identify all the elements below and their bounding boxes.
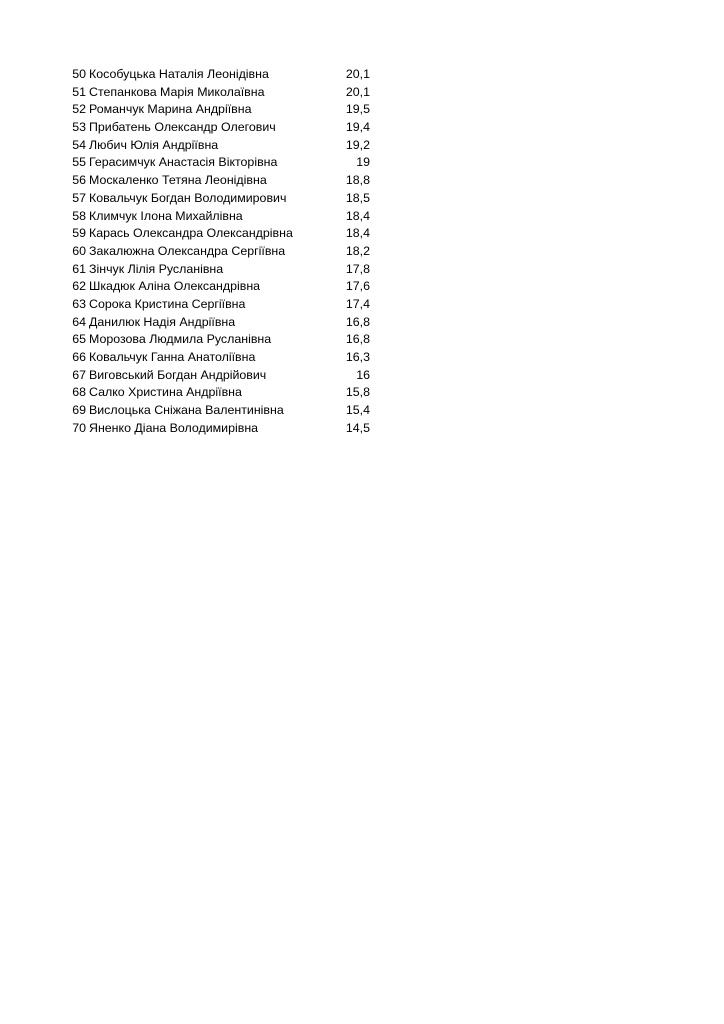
student-name: Вислоцька Сніжана Валентинівна [89, 403, 284, 418]
score-value: 19 [356, 155, 370, 170]
table-row [60, 172, 372, 190]
score-value: 19,5 [345, 102, 370, 117]
table-row [60, 225, 372, 243]
row-number: 64 [72, 314, 86, 329]
student-name: Москаленко Тетяна Леонідівна [89, 173, 267, 188]
table-row [60, 137, 372, 155]
row-number: 60 [72, 243, 86, 258]
student-name: Климчук Ілона Михайлівна [89, 208, 243, 223]
table-row [60, 66, 372, 84]
row-number: 59 [72, 226, 86, 241]
score-value: 20,1 [345, 67, 370, 81]
table-row [60, 261, 372, 279]
row-number: 50 [72, 67, 86, 81]
student-name: Прибатень Олександр Олегович [89, 120, 276, 135]
row-number: 65 [72, 332, 86, 347]
table-row [60, 101, 372, 119]
student-name: Ковальчук Ганна Анатоліївна [89, 350, 256, 364]
row-number: 55 [72, 155, 86, 170]
score-value: 15,4 [345, 403, 370, 418]
table-row [60, 278, 372, 296]
table-row [60, 367, 372, 385]
score-value: 18,8 [345, 173, 370, 188]
row-number: 63 [72, 296, 86, 311]
table-row [60, 243, 372, 261]
row-number: 56 [72, 173, 86, 188]
student-name: Сорока Кристина Сергіївна [89, 296, 246, 311]
score-value: 18,4 [345, 208, 370, 223]
row-number: 68 [72, 385, 86, 400]
student-name: Ковальчук Богдан Володимирович [89, 190, 287, 205]
student-name: Закалюжна Олександра Сергіївна [89, 243, 286, 258]
row-number: 67 [72, 367, 86, 382]
student-name: Салко Христина Андріївна [89, 385, 242, 400]
student-name: Любич Юлія Андріївна [89, 137, 219, 152]
score-value: 14,5 [345, 420, 370, 435]
row-number: 62 [72, 279, 86, 294]
row-number: 57 [72, 190, 86, 205]
score-value: 16,3 [345, 350, 370, 364]
table-row [60, 154, 372, 172]
score-value: 20,1 [345, 84, 370, 99]
row-number: 52 [72, 102, 86, 117]
table-row [60, 296, 372, 314]
row-number: 51 [72, 84, 86, 99]
score-value: 16 [356, 367, 370, 382]
score-value: 16,8 [345, 332, 370, 347]
score-value: 17,4 [345, 296, 370, 311]
score-value: 16,8 [345, 314, 370, 329]
row-number: 58 [72, 208, 86, 223]
ranking-table [60, 66, 372, 437]
student-name: Степанкова Марія Миколаївна [89, 84, 265, 99]
score-value: 17,6 [345, 279, 370, 294]
table-row [60, 349, 372, 367]
row-number: 54 [72, 137, 86, 152]
row-number: 69 [72, 403, 86, 418]
table-row [60, 402, 372, 420]
score-value: 17,8 [345, 261, 370, 276]
table-row [60, 314, 372, 332]
student-name: Зінчук Лілія Русланівна [89, 261, 224, 276]
table-row [60, 420, 372, 438]
score-value: 19,2 [345, 137, 370, 152]
student-name: Шкадюк Аліна Олександрівна [89, 279, 261, 294]
student-name: Яненко Діана Володимирівна [89, 420, 259, 435]
table-row [60, 331, 372, 349]
score-value: 18,2 [345, 243, 370, 258]
table-row [60, 119, 372, 137]
score-value: 18,5 [345, 190, 370, 205]
student-name: Морозова Людмила Русланівна [89, 332, 272, 347]
student-name: Романчук Марина Андріївна [89, 102, 252, 117]
row-number: 66 [72, 350, 86, 364]
row-number: 53 [72, 120, 86, 135]
student-name: Виговський Богдан Андрійович [89, 367, 267, 382]
student-name: Кособуцька Наталія Леонідівна [89, 67, 269, 81]
table-row [60, 84, 372, 102]
student-name: Герасимчук Анастасія Вікторівна [89, 155, 278, 170]
table-row [60, 384, 372, 402]
score-value: 18,4 [345, 226, 370, 241]
table-row [60, 208, 372, 226]
table-row [60, 190, 372, 208]
score-value: 19,4 [345, 120, 370, 135]
row-number: 70 [72, 420, 86, 435]
row-number: 61 [72, 261, 86, 276]
student-name: Карась Олександра Олександрівна [89, 226, 293, 241]
score-value: 15,8 [345, 385, 370, 400]
student-name: Данилюк Надія Андріївна [89, 314, 236, 329]
